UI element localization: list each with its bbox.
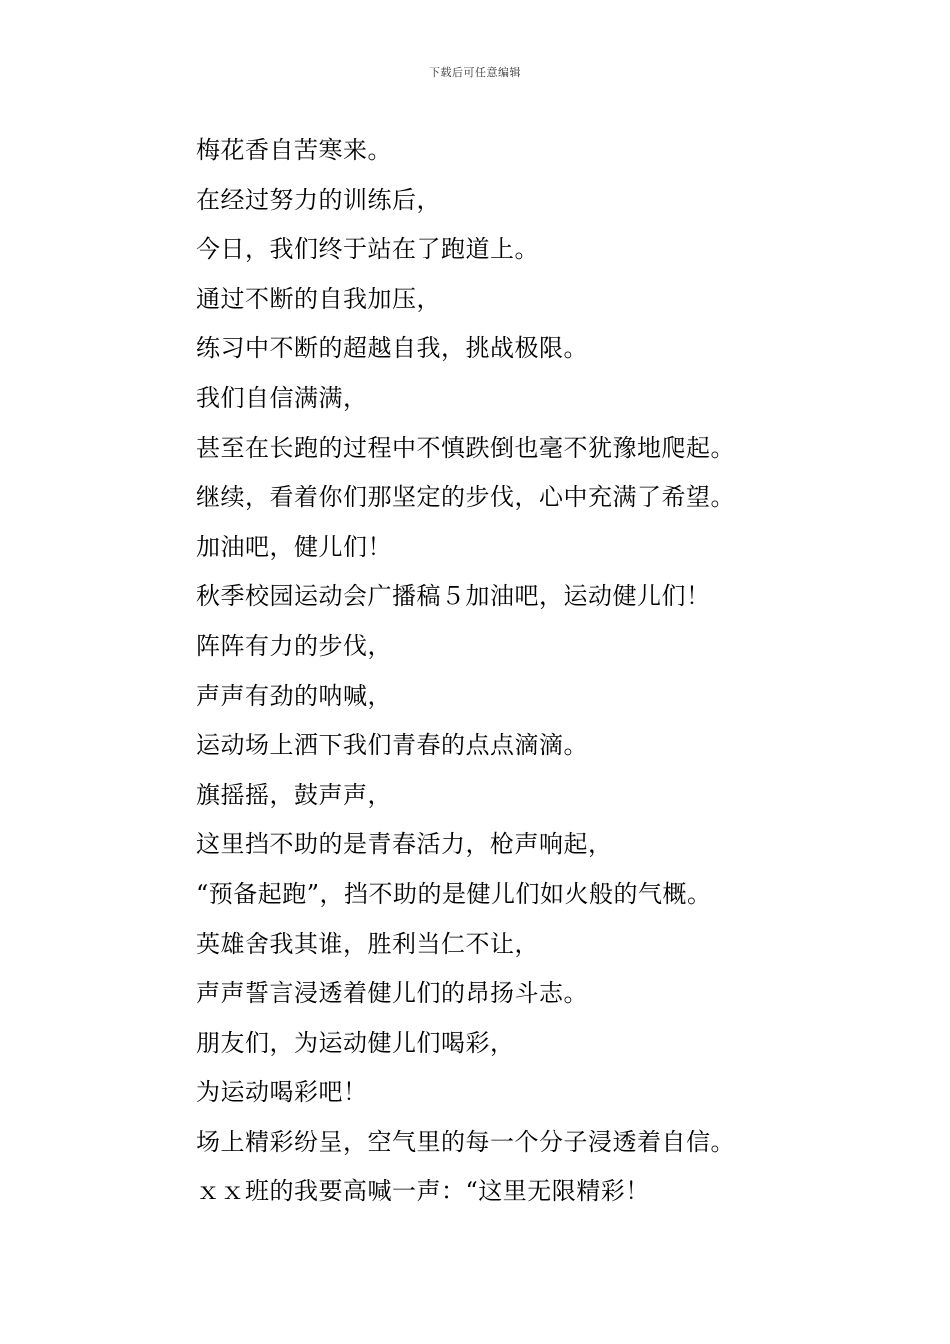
text-line: 练习中不断的超越自我，挑战极限。 [196, 334, 588, 363]
text-line: 场上精彩纷呈，空气里的每一个分子浸透着自信。 [196, 1127, 735, 1156]
text-line: 朋友们，为运动健儿们喝彩， [196, 1028, 515, 1057]
text-line: 声声誓言浸透着健儿们的昂扬斗志。 [196, 979, 588, 1008]
text-line: 今日，我们终于站在了跑道上。 [196, 235, 539, 264]
text-line: 这里挡不助的是青春活力，枪声响起， [196, 830, 613, 859]
text-line: 运动场上洒下我们青春的点点滴滴。 [196, 731, 588, 760]
text-line: 旗摇摇，鼓声声， [196, 780, 392, 809]
text-line: 继续，看着你们那坚定的步伐，心中充满了希望。 [196, 483, 735, 512]
text-line: 加油吧，健儿们！ [196, 532, 392, 561]
text-line: 秋季校园运动会广播稿５加油吧，运动健儿们！ [196, 582, 711, 611]
document-body [196, 126, 816, 1217]
text-line: 梅花香自苦寒来。 [196, 136, 392, 164]
text-line: 为运动喝彩吧！ [196, 1078, 368, 1107]
text-line: 英雄舍我其谁，胜利当仁不让， [196, 929, 539, 958]
text-line: 声声有劲的呐喊， [196, 681, 392, 710]
page-header: 下载后可任意编辑 [429, 66, 521, 79]
text-line: 甚至在长跑的过程中不慎跌倒也毫不犹豫地爬起。 [196, 433, 735, 462]
text-line: 通过不断的自我加压， [196, 284, 441, 313]
text-line: ｘｘ班的我要高喊一声：“这里无限精彩！ [196, 1177, 650, 1206]
text-line: 阵阵有力的步伐， [196, 631, 392, 660]
text-line: 在经过努力的训练后， [196, 185, 441, 214]
text-line: 我们自信满满， [196, 383, 368, 412]
text-line: “预备起跑”，挡不助的是健儿们如火般的气概。 [196, 879, 712, 908]
